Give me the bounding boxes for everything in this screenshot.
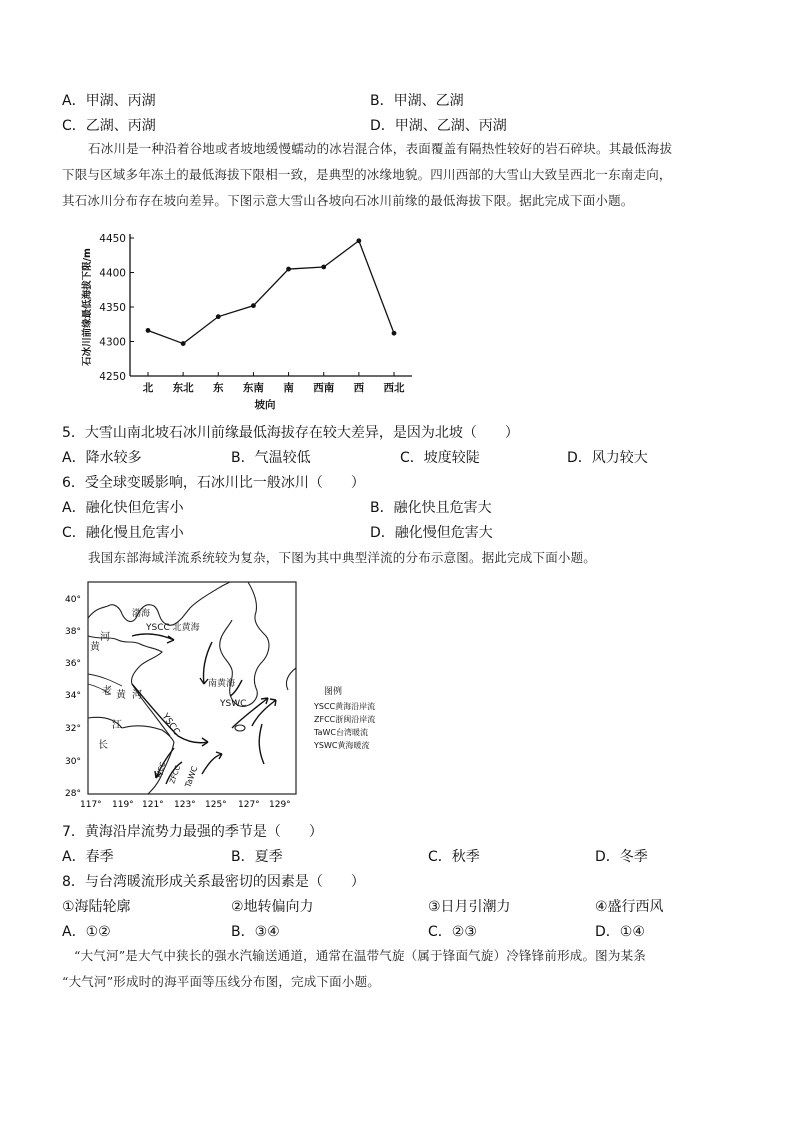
- q4-option-c: C．乙湖、丙湖: [62, 118, 156, 134]
- legend-item-yswc: YSWC黄海暖流: [314, 741, 370, 750]
- data-point: [251, 303, 256, 308]
- data-point: [321, 265, 326, 270]
- x-tick-label: 西北: [383, 382, 405, 394]
- lat-label-40: 40°: [65, 595, 81, 605]
- legend-item-yscc: YSCC黄海沿岸流: [314, 702, 376, 711]
- q6-option-b: B．融化快且危害大: [370, 500, 492, 516]
- legend-item-zfcc: ZFCC浙闽沿岸流: [314, 715, 376, 724]
- q7-option-c: C．秋季: [428, 849, 480, 865]
- lat-label-34: 34°: [65, 691, 81, 701]
- lon-label-125: 125°: [205, 800, 227, 810]
- q8-item-3: ③日月引潮力: [428, 899, 511, 915]
- legend-item-tawc: TaWC台湾暖流: [314, 728, 368, 737]
- ocean-current-map: [62, 578, 402, 810]
- q7-option-b: B．夏季: [231, 849, 283, 865]
- lon-label-123: 123°: [174, 800, 196, 810]
- map-frame: [88, 582, 296, 794]
- lat-label-32: 32°: [65, 724, 81, 734]
- x-axis-title: 坡向: [254, 399, 276, 411]
- lon-label-129: 129°: [269, 800, 291, 810]
- q6-stem: 6．受全球变暖影响，石冰川比一般冰川（ ）: [62, 475, 365, 491]
- q8-item-1: ①海陆轮廓: [62, 899, 131, 915]
- y-tick-label: 4300: [99, 336, 126, 349]
- y-tick-label: 4400: [99, 267, 126, 280]
- x-tick-label: 北: [142, 382, 154, 394]
- data-point: [216, 314, 221, 319]
- q8-option-a: A．①②: [62, 924, 111, 940]
- passage3-line-1: “大气河”是大气中狭长的强水汽输送通道，通常在温带气旋（属于锋面气旋）冷锋锋前形成。图为某条: [74, 948, 646, 963]
- q6-option-c: C．融化慢且危害小: [62, 525, 184, 541]
- q5-option-b: B．气温较低: [231, 450, 311, 466]
- label-fjcc: FJCC: [154, 761, 168, 779]
- label-huang: 黄: [90, 642, 100, 653]
- lat-label-28: 28°: [65, 789, 81, 799]
- q5-option-a: A．降水较多: [62, 450, 142, 466]
- passage1-line-2: 下限与区域多年冻土的最低海拔下限相一致，是典型的冰缘地貌。四川西部的大雪山大致呈西北一东南走向，: [62, 167, 672, 182]
- data-point: [286, 267, 291, 272]
- x-tick-label: 西南: [313, 382, 335, 394]
- data-point: [181, 341, 186, 346]
- data-point: [146, 328, 151, 333]
- map-legend: [313, 685, 375, 750]
- label-yscc-mid: YSCC: [159, 711, 182, 738]
- q5-option-c: C．坡度较陡: [400, 450, 480, 466]
- label-he: 河: [100, 632, 110, 643]
- data-point: [356, 238, 361, 243]
- q8-item-4: ④盛行西风: [595, 899, 664, 915]
- label-chang: 长: [98, 740, 108, 751]
- passage3-line-2: “大气河”形成时的海平面等压线分布图，完成下面小题。: [62, 974, 380, 989]
- y-tick-label: 4350: [99, 302, 126, 314]
- q6-option-d: D．融化慢但危害大: [370, 525, 493, 541]
- passage1-line-3: 其石冰川分布存在坡向差异。下图示意大雪山各坡向石冰川前缘的最低海拔下限。据此完成下面小题。: [62, 193, 634, 208]
- q4-option-a: A．甲湖、丙湖: [62, 93, 156, 109]
- q7-stem: 7．黄海沿岸流势力最强的季节是（ ）: [62, 824, 323, 840]
- passage2: 我国东部海域洋流系统较为复杂，下图为其中典型洋流的分布示意图。据此完成下面小题。: [88, 550, 597, 565]
- label-huang2: 黄: [116, 690, 126, 701]
- x-tick-label: 东北: [172, 382, 194, 394]
- label-lao: 老: [102, 686, 112, 697]
- y-tick-label: 4450: [99, 233, 126, 245]
- lon-label-127: 127°: [238, 800, 260, 810]
- lon-label-121: 121°: [142, 800, 164, 810]
- x-tick-label: 南: [283, 382, 294, 394]
- q6-option-a: A．融化快但危害小: [62, 500, 184, 516]
- series-line: [148, 241, 394, 344]
- x-tick-label: 东: [213, 382, 224, 394]
- q4-option-d: D．甲湖、乙湖、丙湖: [370, 118, 507, 134]
- q8-option-b: B．③④: [231, 924, 280, 940]
- data-point: [392, 331, 397, 336]
- label-zfcc: ZFCC: [168, 764, 183, 785]
- lon-label-119: 119°: [112, 800, 134, 810]
- label-yscc-north: YSCC 北黄海: [146, 623, 200, 633]
- q8-option-d: D．①④: [595, 924, 645, 940]
- q7-option-a: A．春季: [62, 849, 114, 865]
- label-bohai: 渤海: [132, 609, 151, 619]
- lat-label-36: 36°: [65, 659, 81, 669]
- x-tick-label: 西: [353, 382, 365, 394]
- lon-label-117: 117°: [80, 800, 102, 810]
- passage1-line-1: 石冰川是一种沿着谷地或者坡地缓慢蠕动的冰岩混合体，表面覆盖有隔热性较好的岩石碎块。其最低海拔: [88, 141, 673, 156]
- y-axis-title: 石冰川前缘最低海拔下限/m: [82, 248, 93, 366]
- x-tick-label: 东南: [242, 382, 264, 394]
- q8-stem: 8．与台湾暖流形成关系最密切的因素是（ ）: [62, 874, 365, 890]
- q4-option-b: B．甲湖、乙湖: [370, 93, 464, 109]
- rock-glacier-chart: [74, 228, 424, 418]
- label-jiang: 江: [112, 720, 122, 731]
- q7-option-d: D．冬季: [595, 849, 648, 865]
- label-he2: 河: [132, 690, 142, 701]
- label-south-yellow-sea: 南黄海: [208, 679, 236, 689]
- q5-option-d: D．风力较大: [567, 450, 648, 466]
- lat-label-30: 30°: [65, 757, 81, 767]
- lat-label-38: 38°: [65, 627, 81, 637]
- label-yswc: YSWC: [220, 699, 247, 709]
- q5-stem: 5．大雪山南北坡石冰川前缘最低海拔存在较大差异，是因为北坡（ ）: [62, 425, 519, 441]
- y-tick-label: 4250: [99, 371, 126, 383]
- q8-option-c: C．②③: [428, 924, 477, 940]
- q8-item-2: ②地转偏向力: [231, 899, 314, 915]
- label-tawc: TaWC: [183, 764, 200, 789]
- legend-title: 图例: [324, 687, 343, 697]
